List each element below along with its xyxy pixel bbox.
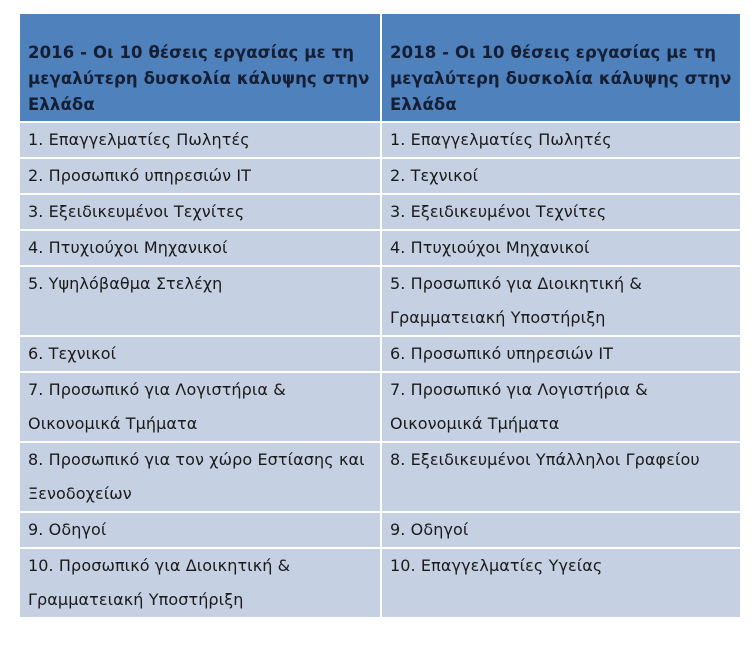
cell-2016: 5. Υψηλόβαθμα Στελέχη xyxy=(20,267,380,335)
header-row xyxy=(20,14,740,121)
table-row xyxy=(20,513,740,547)
table-row xyxy=(20,549,740,617)
cell-2018: 1. Επαγγελματίες Πωλητές xyxy=(382,123,740,157)
table-row xyxy=(20,443,740,511)
header-2018: 2018 - Οι 10 θέσεις εργασίας με τη μεγαλύτερη δυσκολία κάλυψης στην Ελλάδα xyxy=(382,14,740,121)
cell-2018: 8. Εξειδικευμένοι Υπάλληλοι Γραφείου xyxy=(382,443,740,511)
table-row xyxy=(20,337,740,371)
cell-2018: 9. Οδηγοί xyxy=(382,513,740,547)
cell-2016: 8. Προσωπικό για τον χώρο Εστίασης και Ξενοδοχείων xyxy=(20,443,380,511)
table-row xyxy=(20,159,740,193)
cell-2016: 10. Προσωπικό για Διοικητική & Γραμματειακή Υποστήριξη xyxy=(20,549,380,617)
jobs-comparison-table xyxy=(18,12,742,619)
cell-2018: 2. Τεχνικοί xyxy=(382,159,740,193)
table-row xyxy=(20,231,740,265)
table-row xyxy=(20,195,740,229)
cell-2016: 7. Προσωπικό για Λογιστήρια & Οικονομικά Τμήματα xyxy=(20,373,380,441)
cell-2018: 10. Επαγγελματίες Υγείας xyxy=(382,549,740,617)
cell-2016: 3. Εξειδικευμένοι Τεχνίτες xyxy=(20,195,380,229)
cell-2016: 6. Τεχνικοί xyxy=(20,337,380,371)
cell-2016: 2. Προσωπικό υπηρεσιών IT xyxy=(20,159,380,193)
cell-2018: 3. Εξειδικευμένοι Τεχνίτες xyxy=(382,195,740,229)
table-row xyxy=(20,123,740,157)
table-row xyxy=(20,267,740,335)
cell-2016: 1. Επαγγελματίες Πωλητές xyxy=(20,123,380,157)
table-row xyxy=(20,373,740,441)
cell-2018: 7. Προσωπικό για Λογιστήρια & Οικονομικά Τμήματα xyxy=(382,373,740,441)
header-2016: 2016 - Οι 10 θέσεις εργασίας με τη μεγαλύτερη δυσκολία κάλυψης στην Ελλάδα xyxy=(20,14,380,121)
cell-2018: 4. Πτυχιούχοι Μηχανικοί xyxy=(382,231,740,265)
cell-2016: 9. Οδηγοί xyxy=(20,513,380,547)
cell-2018: 6. Προσωπικό υπηρεσιών IT xyxy=(382,337,740,371)
cell-2018: 5. Προσωπικό για Διοικητική & Γραμματειακή Υποστήριξη xyxy=(382,267,740,335)
cell-2016: 4. Πτυχιούχοι Μηχανικοί xyxy=(20,231,380,265)
